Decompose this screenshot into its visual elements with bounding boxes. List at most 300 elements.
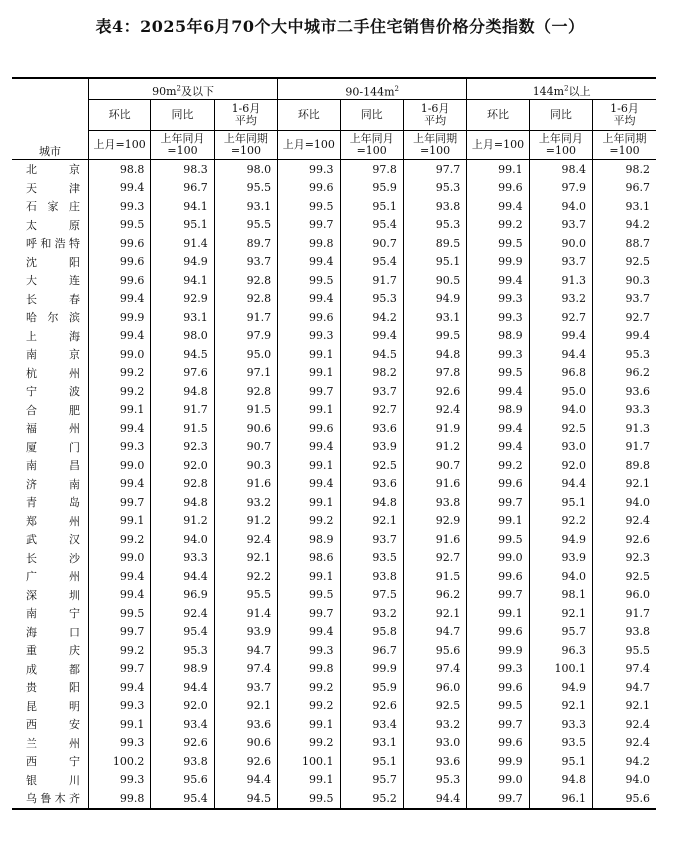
- index-value: 93.3: [593, 401, 656, 420]
- index-value: 94.8: [151, 382, 214, 401]
- index-value: 95.1: [529, 752, 592, 771]
- index-value: 96.1: [529, 789, 592, 809]
- index-value: 97.8: [403, 364, 466, 383]
- city-name: 南宁: [26, 607, 80, 621]
- col-header-avg: 1-6月 平均: [593, 100, 656, 131]
- city-name: 天津: [26, 181, 80, 195]
- table-row: [12, 216, 656, 235]
- index-value: 95.1: [151, 216, 214, 235]
- index-value: 96.3: [529, 641, 592, 660]
- index-value: 93.5: [340, 549, 403, 568]
- index-value: 97.7: [403, 160, 466, 179]
- index-value: 96.0: [593, 586, 656, 605]
- index-value: 95.3: [340, 290, 403, 309]
- index-value: 99.9: [467, 752, 529, 771]
- index-value: 94.2: [593, 216, 656, 235]
- index-value: 93.1: [214, 197, 277, 216]
- index-value: 95.4: [151, 789, 214, 809]
- index-value: 99.3: [88, 771, 150, 790]
- index-value: 99.5: [278, 197, 340, 216]
- table-row: [12, 327, 656, 346]
- index-value: 94.7: [214, 641, 277, 660]
- city-name: 长春: [26, 292, 80, 306]
- table-row: [12, 789, 656, 809]
- index-value: 90.7: [214, 438, 277, 457]
- index-value: 99.3: [88, 438, 150, 457]
- index-value: 98.0: [151, 327, 214, 346]
- index-value: 99.1: [278, 493, 340, 512]
- index-value: 99.6: [88, 271, 150, 290]
- city-name: 呼和浩特: [26, 237, 80, 251]
- index-value: 99.1: [278, 364, 340, 383]
- group-header-large: $144m^2$以上: [467, 78, 656, 100]
- index-value: 99.6: [467, 678, 529, 697]
- index-value: 99.3: [467, 290, 529, 309]
- index-value: 99.7: [467, 586, 529, 605]
- city-name: 太原: [26, 218, 80, 232]
- index-value: 93.8: [340, 567, 403, 586]
- index-value: 99.5: [88, 216, 150, 235]
- city-name: 武汉: [26, 533, 80, 547]
- index-value: 94.8: [529, 771, 592, 790]
- index-value: 91.4: [214, 604, 277, 623]
- index-value: 94.7: [403, 623, 466, 642]
- table-row: [12, 475, 656, 494]
- index-value: 94.8: [340, 493, 403, 512]
- index-value: 95.1: [340, 752, 403, 771]
- index-value: 99.6: [278, 308, 340, 327]
- index-value: 99.5: [88, 604, 150, 623]
- index-value: 95.9: [340, 678, 403, 697]
- index-value: 99.7: [88, 660, 150, 679]
- group-header-medium: $90-144m^2$: [278, 78, 467, 100]
- index-value: 91.5: [214, 401, 277, 420]
- city-header: 城市: [12, 78, 88, 160]
- index-value: 99.4: [88, 567, 150, 586]
- index-value: 94.0: [529, 197, 592, 216]
- city-name: 乌鲁木齐: [12, 789, 88, 809]
- index-value: 99.0: [88, 456, 150, 475]
- index-value: 99.5: [467, 234, 529, 253]
- table-row: [12, 604, 656, 623]
- index-value: 92.1: [593, 475, 656, 494]
- city-name: 成都: [26, 662, 80, 676]
- index-value: 91.3: [593, 419, 656, 438]
- col-header-mom: 环比: [88, 100, 150, 131]
- index-value: 93.0: [529, 438, 592, 457]
- index-value: 99.6: [467, 567, 529, 586]
- index-value: 99.5: [403, 327, 466, 346]
- index-value: 98.4: [529, 160, 592, 179]
- index-value: 99.6: [88, 253, 150, 272]
- table-row: [12, 456, 656, 475]
- index-value: 92.1: [214, 697, 277, 716]
- index-value: 93.0: [403, 734, 466, 753]
- index-value: 93.7: [593, 290, 656, 309]
- index-value: 92.9: [151, 290, 214, 309]
- col-header-mom: 环比: [278, 100, 340, 131]
- index-value: 99.7: [278, 604, 340, 623]
- table-row: [12, 234, 656, 253]
- index-value: 94.8: [403, 345, 466, 364]
- index-value: 99.3: [467, 660, 529, 679]
- index-value: 99.6: [278, 419, 340, 438]
- index-value: 99.5: [278, 586, 340, 605]
- index-value: 92.5: [593, 567, 656, 586]
- table-row: [12, 308, 656, 327]
- index-value: 99.4: [278, 253, 340, 272]
- index-value: 98.9: [278, 530, 340, 549]
- index-value: 99.2: [467, 216, 529, 235]
- index-value: 99.9: [467, 253, 529, 272]
- index-value: 99.4: [278, 290, 340, 309]
- index-value: 98.0: [214, 160, 277, 179]
- table-row: [12, 419, 656, 438]
- price-index-table: [12, 77, 656, 810]
- index-value: 99.7: [278, 216, 340, 235]
- index-value: 99.1: [278, 456, 340, 475]
- index-value: 94.9: [151, 253, 214, 272]
- index-value: 97.8: [340, 160, 403, 179]
- index-value: 92.8: [214, 382, 277, 401]
- index-value: 91.2: [214, 512, 277, 531]
- index-value: 90.7: [340, 234, 403, 253]
- index-value: 94.5: [214, 789, 277, 809]
- index-value: 99.0: [467, 549, 529, 568]
- index-value: 96.0: [403, 678, 466, 697]
- index-value: 99.0: [467, 771, 529, 790]
- index-value: 92.6: [340, 697, 403, 716]
- index-value: 95.3: [593, 345, 656, 364]
- index-value: 99.1: [278, 715, 340, 734]
- index-value: 99.4: [278, 623, 340, 642]
- index-value: 93.3: [151, 549, 214, 568]
- table-row: [12, 493, 656, 512]
- index-value: 98.9: [151, 660, 214, 679]
- index-value: 93.6: [214, 715, 277, 734]
- index-value: 95.8: [340, 623, 403, 642]
- index-value: 93.9: [214, 623, 277, 642]
- index-value: 97.9: [214, 327, 277, 346]
- index-value: 99.2: [278, 697, 340, 716]
- index-value: 92.0: [151, 697, 214, 716]
- index-value: 93.8: [403, 197, 466, 216]
- index-value: 94.0: [529, 401, 592, 420]
- index-value: 97.9: [529, 179, 592, 198]
- city-name: 青岛: [26, 496, 80, 510]
- index-value: 96.7: [340, 641, 403, 660]
- index-value: 91.4: [151, 234, 214, 253]
- table-row: [12, 641, 656, 660]
- index-value: 92.2: [214, 567, 277, 586]
- index-value: 97.6: [151, 364, 214, 383]
- index-value: 91.6: [403, 475, 466, 494]
- index-value: 94.1: [151, 197, 214, 216]
- index-value: 95.5: [593, 641, 656, 660]
- index-value: 95.3: [403, 771, 466, 790]
- index-value: 99.2: [88, 641, 150, 660]
- index-value: 92.8: [151, 475, 214, 494]
- city-name: 广州: [26, 570, 80, 584]
- index-value: 91.5: [403, 567, 466, 586]
- index-value: 99.1: [278, 401, 340, 420]
- table-row: [12, 382, 656, 401]
- index-value: 98.2: [340, 364, 403, 383]
- table-header: [12, 78, 656, 160]
- table-row: [12, 438, 656, 457]
- index-value: 99.4: [467, 197, 529, 216]
- city-name: 西宁: [26, 755, 80, 769]
- index-value: 92.5: [340, 456, 403, 475]
- table-row: [12, 253, 656, 272]
- index-value: 96.9: [151, 586, 214, 605]
- city-name: 上海: [26, 329, 80, 343]
- index-value: 92.7: [340, 401, 403, 420]
- index-value: 98.9: [467, 401, 529, 420]
- city-name: 长沙: [26, 551, 80, 565]
- index-value: 93.5: [529, 734, 592, 753]
- index-value: 92.7: [593, 308, 656, 327]
- index-value: 91.6: [403, 530, 466, 549]
- index-value: 93.1: [593, 197, 656, 216]
- index-value: 96.8: [529, 364, 592, 383]
- city-name: 宁波: [26, 385, 80, 399]
- city-name: 大连: [26, 274, 80, 288]
- index-value: 93.1: [403, 308, 466, 327]
- index-value: 99.3: [467, 345, 529, 364]
- index-value: 99.7: [88, 623, 150, 642]
- city-name: 合肥: [26, 403, 80, 417]
- index-value: 92.4: [214, 530, 277, 549]
- index-value: 95.7: [340, 771, 403, 790]
- table-row: [12, 623, 656, 642]
- group-header-small: $90m^2$及以下: [88, 78, 277, 100]
- index-value: 92.0: [529, 456, 592, 475]
- city-name: 昆明: [26, 699, 80, 713]
- index-value: 93.8: [403, 493, 466, 512]
- index-value: 92.2: [529, 512, 592, 531]
- index-value: 99.5: [467, 530, 529, 549]
- index-value: 98.1: [529, 586, 592, 605]
- city-name: 郑州: [26, 514, 80, 528]
- index-value: 94.2: [340, 308, 403, 327]
- index-value: 91.7: [593, 604, 656, 623]
- index-value: 91.7: [214, 308, 277, 327]
- city-name: 西安: [26, 718, 80, 732]
- base-header-avg: 上年同期 =100: [214, 131, 277, 160]
- index-value: 99.2: [278, 678, 340, 697]
- index-value: 99.1: [278, 345, 340, 364]
- index-value: 93.4: [340, 715, 403, 734]
- col-header-yoy: 同比: [340, 100, 403, 131]
- index-value: 99.2: [88, 364, 150, 383]
- index-value: 92.8: [214, 290, 277, 309]
- index-value: 99.9: [88, 308, 150, 327]
- index-value: 93.2: [403, 715, 466, 734]
- city-name: 福州: [26, 422, 80, 436]
- index-value: 91.7: [593, 438, 656, 457]
- table-row: [12, 771, 656, 790]
- index-value: 95.1: [403, 253, 466, 272]
- table-row: [12, 271, 656, 290]
- index-value: 99.3: [88, 697, 150, 716]
- city-name: 石家庄: [26, 200, 80, 214]
- index-value: 99.1: [88, 401, 150, 420]
- index-value: 95.5: [214, 586, 277, 605]
- index-value: 90.5: [403, 271, 466, 290]
- index-value: 93.7: [529, 253, 592, 272]
- table-row: [12, 678, 656, 697]
- index-value: 94.9: [529, 530, 592, 549]
- index-value: 99.1: [88, 715, 150, 734]
- index-value: 98.3: [151, 160, 214, 179]
- index-value: 94.0: [593, 771, 656, 790]
- index-value: 99.6: [467, 179, 529, 198]
- city-name: 南京: [26, 348, 80, 362]
- index-value: 93.6: [340, 419, 403, 438]
- index-value: 99.2: [278, 512, 340, 531]
- index-value: 90.6: [214, 419, 277, 438]
- page-title: 表4：2025年6月70个大中城市二手住宅销售价格分类指数（一）: [95, 17, 585, 36]
- table-row: [12, 401, 656, 420]
- index-value: 90.0: [529, 234, 592, 253]
- index-value: 99.1: [278, 567, 340, 586]
- table-row: [12, 734, 656, 753]
- table-row: [12, 567, 656, 586]
- table-row: [12, 586, 656, 605]
- index-value: 99.7: [467, 715, 529, 734]
- index-value: 99.1: [467, 604, 529, 623]
- index-value: 99.4: [88, 419, 150, 438]
- index-value: 92.1: [214, 549, 277, 568]
- index-value: 95.5: [214, 216, 277, 235]
- index-value: 93.8: [151, 752, 214, 771]
- index-value: 93.9: [529, 549, 592, 568]
- index-value: 99.4: [88, 678, 150, 697]
- index-value: 96.2: [403, 586, 466, 605]
- index-value: 88.7: [593, 234, 656, 253]
- index-value: 99.4: [278, 438, 340, 457]
- index-value: 99.2: [88, 530, 150, 549]
- index-value: 99.5: [278, 789, 340, 809]
- base-header-avg: 上年同期 =100: [403, 131, 466, 160]
- index-value: 99.3: [467, 308, 529, 327]
- index-value: 94.9: [529, 678, 592, 697]
- index-value: 92.1: [593, 697, 656, 716]
- index-value: 92.4: [151, 604, 214, 623]
- index-value: 99.8: [278, 234, 340, 253]
- index-value: 93.7: [340, 530, 403, 549]
- base-header-mom: 上月=100: [278, 131, 340, 160]
- index-value: 99.5: [278, 271, 340, 290]
- index-value: 99.8: [278, 660, 340, 679]
- index-value: 99.2: [467, 456, 529, 475]
- index-value: 99.4: [467, 271, 529, 290]
- index-value: 95.4: [151, 623, 214, 642]
- index-value: 99.4: [88, 475, 150, 494]
- index-value: 92.4: [593, 512, 656, 531]
- index-value: 92.1: [529, 697, 592, 716]
- index-value: 90.6: [214, 734, 277, 753]
- index-value: 95.0: [214, 345, 277, 364]
- index-value: 100.1: [278, 752, 340, 771]
- index-value: 91.3: [529, 271, 592, 290]
- city-name: 沈阳: [26, 255, 80, 269]
- table-row: [12, 179, 656, 198]
- table-row: [12, 549, 656, 568]
- index-value: 92.7: [403, 549, 466, 568]
- index-value: 97.4: [593, 660, 656, 679]
- index-value: 93.2: [529, 290, 592, 309]
- index-value: 94.4: [151, 678, 214, 697]
- index-value: 94.4: [529, 475, 592, 494]
- index-value: 94.7: [593, 678, 656, 697]
- index-value: 89.8: [593, 456, 656, 475]
- table-row: [12, 345, 656, 364]
- table-row: [12, 752, 656, 771]
- index-value: 92.3: [151, 438, 214, 457]
- index-value: 98.2: [593, 160, 656, 179]
- index-value: 95.9: [340, 179, 403, 198]
- city-name: 济南: [26, 477, 80, 491]
- index-value: 92.0: [151, 456, 214, 475]
- index-value: 99.6: [88, 234, 150, 253]
- index-value: 93.7: [214, 678, 277, 697]
- table-row: [12, 197, 656, 216]
- index-value: 95.3: [151, 641, 214, 660]
- index-value: 99.1: [88, 512, 150, 531]
- col-header-yoy: 同比: [529, 100, 592, 131]
- table-row: [12, 715, 656, 734]
- base-header-mom: 上月=100: [467, 131, 529, 160]
- table-body: [12, 160, 656, 809]
- index-value: 99.1: [278, 771, 340, 790]
- index-value: 94.2: [593, 752, 656, 771]
- city-name: 海口: [26, 625, 80, 639]
- index-value: 95.2: [340, 789, 403, 809]
- index-value: 92.1: [529, 604, 592, 623]
- index-value: 92.4: [403, 401, 466, 420]
- index-value: 99.3: [278, 160, 340, 179]
- index-value: 95.3: [403, 216, 466, 235]
- city-name: 厦门: [26, 440, 80, 454]
- index-value: 98.8: [88, 160, 150, 179]
- index-value: 91.7: [151, 401, 214, 420]
- index-value: 99.6: [278, 179, 340, 198]
- index-value: 91.2: [151, 512, 214, 531]
- index-value: 91.2: [403, 438, 466, 457]
- index-value: 99.9: [340, 660, 403, 679]
- index-value: 97.4: [403, 660, 466, 679]
- index-value: 93.1: [151, 308, 214, 327]
- index-value: 92.6: [151, 734, 214, 753]
- index-value: 94.4: [529, 345, 592, 364]
- table-row: [12, 530, 656, 549]
- index-value: 96.7: [593, 179, 656, 198]
- index-value: 95.1: [340, 197, 403, 216]
- index-value: 97.5: [340, 586, 403, 605]
- index-value: 92.4: [593, 715, 656, 734]
- index-value: 93.7: [214, 253, 277, 272]
- index-value: 94.0: [593, 493, 656, 512]
- index-value: 92.1: [340, 512, 403, 531]
- base-header-yoy: 上年同月 =100: [529, 131, 592, 160]
- index-value: 95.4: [340, 253, 403, 272]
- base-header-yoy: 上年同月 =100: [340, 131, 403, 160]
- index-value: 93.7: [340, 382, 403, 401]
- index-value: 91.7: [340, 271, 403, 290]
- index-value: 96.2: [593, 364, 656, 383]
